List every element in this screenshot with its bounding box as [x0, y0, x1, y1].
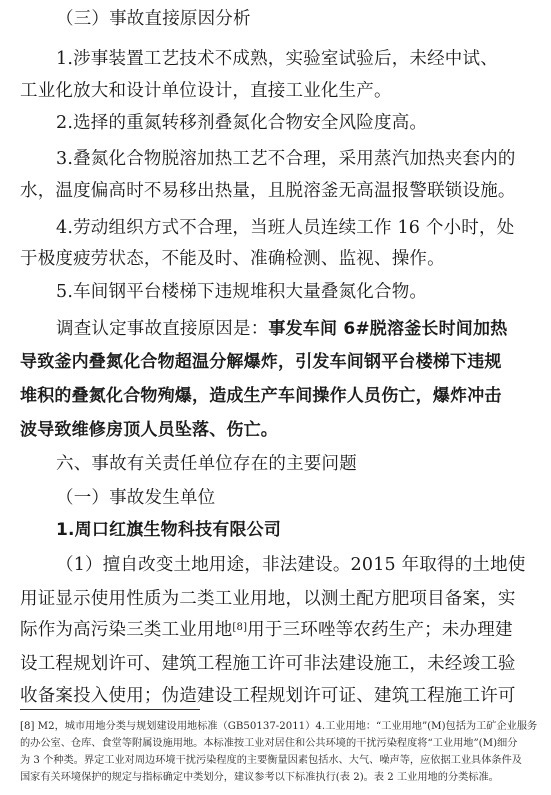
- chapter-6-heading: 六、事故有关责任单位存在的主要问题: [56, 454, 357, 474]
- cause-3-line-1: 3.叠氮化合物脱溶加热工艺不合理，采用蒸汽加热夹套内的: [56, 149, 516, 169]
- footnote-line-2: 的办公室、仓库、食堂等附属设施用地。本标准按工业对居住和公共环境的干扰污染程度将“工业用地”(M)细分: [20, 738, 518, 749]
- footnote-line-3: 为 3 个种类。界定工业对周边环境干扰污染程度的主要衡量因素包括水、大气、噪声等，应依据工业具体条件及: [20, 755, 522, 766]
- issue-1-line-3-text: 际作为高污染三类工业用地: [20, 620, 233, 640]
- conclusion-line-4: 波导致维修房顶人员坠落、伤亡。: [20, 420, 278, 440]
- issue-1-line-2: 用证显示使用性质为二类工业用地，以测土配方肥项目备案，实: [20, 589, 516, 609]
- cause-5: 5.车间钢平台楼梯下违规堆积大量叠氮化合物。: [56, 282, 428, 302]
- cause-4-line-1: 4.劳动组织方式不合理，当班人员连续工作 16 个小时，处: [56, 218, 515, 238]
- footnote-line-1: [8] M2，城市用地分类与规划建设用地标准（GB50137-2011）4.工业用地：“工业用地”(M)包括为工矿企业服务: [20, 721, 538, 732]
- conclusion-line-2: 导致釜内叠氮化合物超温分解爆炸，引发车间钢平台楼梯下违规: [20, 352, 502, 372]
- issue-1-line-3-text-cont: 用于三环唑等农药生产；未办理建: [247, 620, 513, 640]
- cause-1-line-1: 1.涉事装置工艺技术不成熟，实验室试验后，未经中试、: [56, 49, 498, 69]
- company-heading: 1.周口红旗生物科技有限公司: [56, 520, 282, 540]
- conclusion-line-1: [0, 317, 551, 341]
- cause-3-line-2: 水，温度偏高时不易移出热量，且脱溶釜无高温报警联锁设施。: [20, 181, 516, 201]
- issue-1-line-4: 设工程规划许可、建筑工程施工许可非法建设施工，未经竣工验: [20, 654, 516, 674]
- conclusion-prefix: 调查认定事故直接原因是：: [56, 319, 269, 339]
- issue-1-line-5: 收备案投入使用；伪造建设工程规划许可证、建筑工程施工许可: [20, 686, 516, 706]
- issue-1-line-3: [0, 618, 551, 642]
- issue-1-line-1: （1）擅自改变土地用途，非法建设。2015 年取得的土地使: [56, 555, 526, 575]
- footnote-line-4: 国家有关环境保护的规定与指标确定中类划分，建议参考以下标准执行(表 2)。表 2 工业用地的分类标准。: [20, 772, 499, 783]
- section-heading-direct-causes: （三）事故直接原因分析: [56, 9, 251, 29]
- conclusion-line-3: 堆积的叠氮化合物殉爆，造成生产车间操作人员伤亡，爆炸冲击: [20, 386, 502, 406]
- cause-1-line-2: 工业化放大和设计单位设计，直接工业化生产。: [20, 81, 392, 101]
- cause-2: 2.选择的重氮转移剂叠氮化合物安全风险度高。: [56, 113, 428, 133]
- footnote-divider: [20, 709, 200, 710]
- subsection-heading-accident-unit: （一）事故发生单位: [56, 488, 216, 508]
- footnote-ref-8[interactable]: [8]: [232, 622, 248, 633]
- conclusion-bold-start: 事发车间 6#脱溶釜长时间加热: [268, 319, 508, 339]
- cause-4-line-2: 于极度疲劳状态，不能及时、准确检测、监视、操作。: [20, 249, 445, 269]
